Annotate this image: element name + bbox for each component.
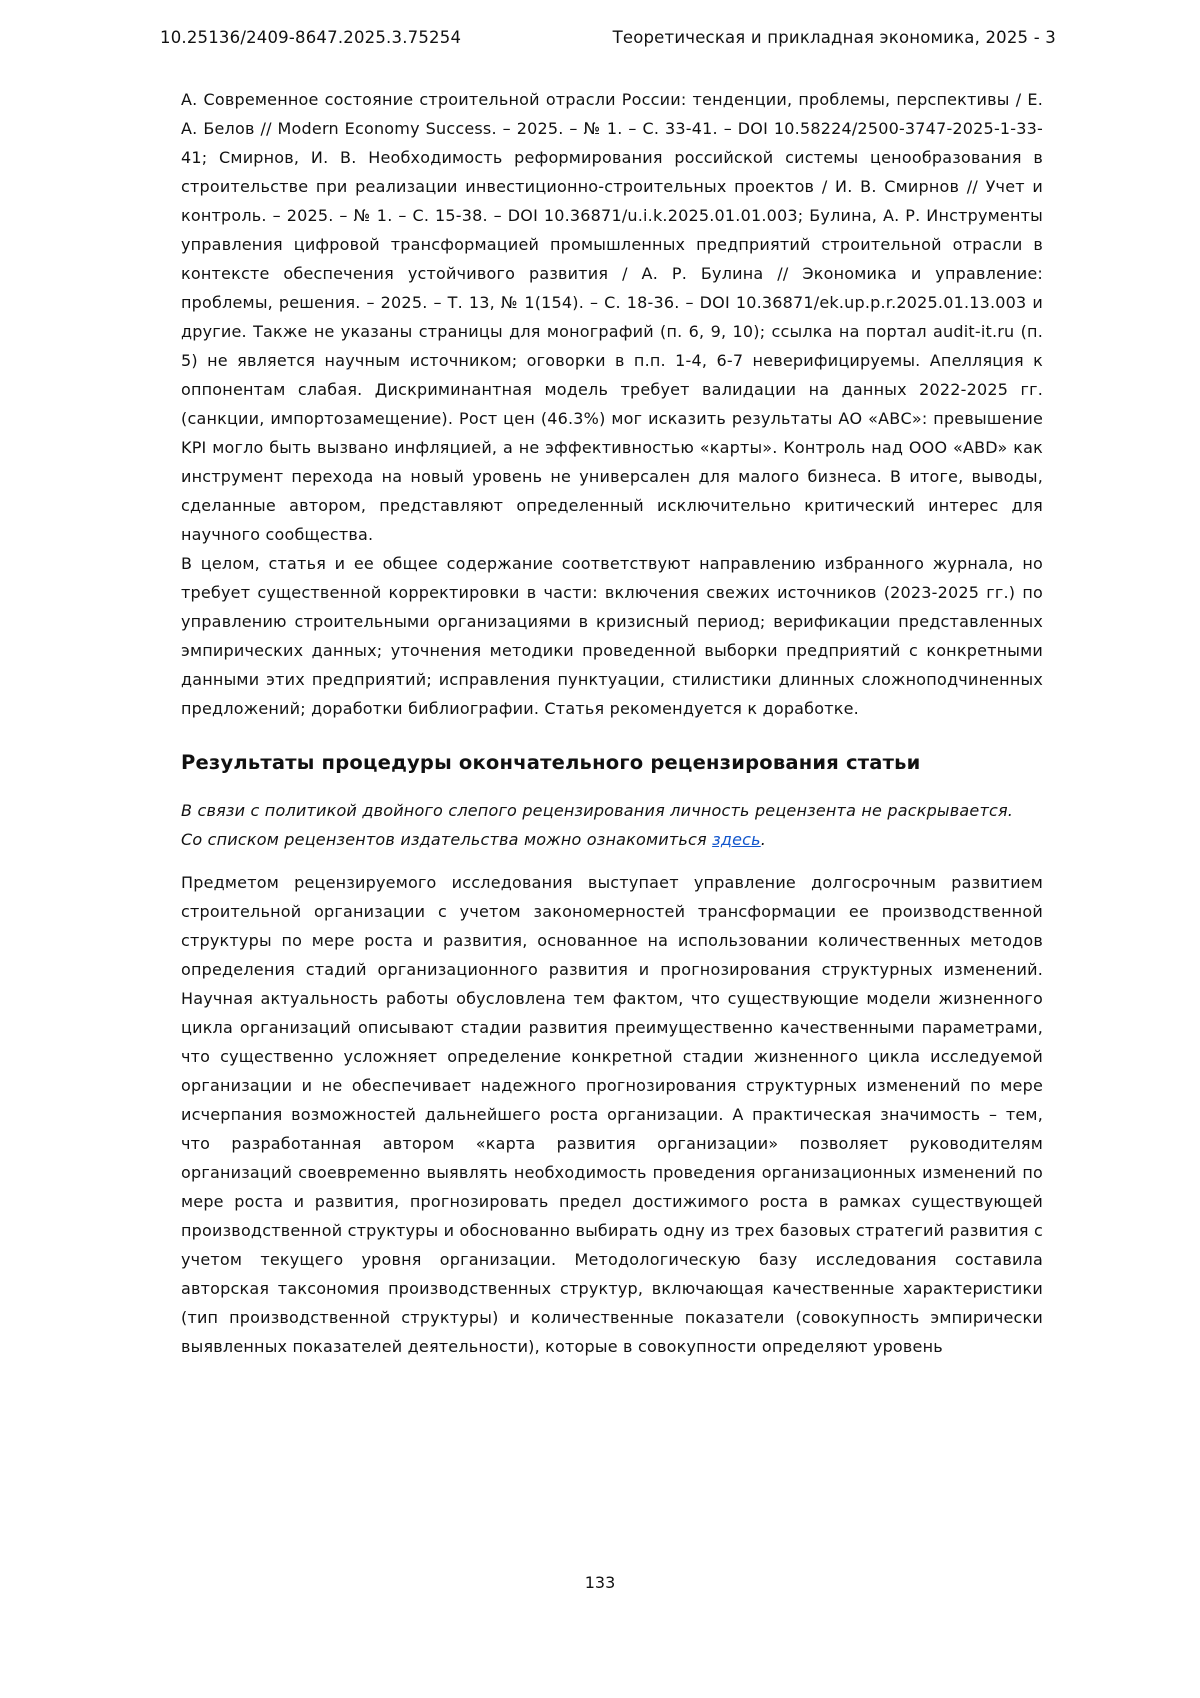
reviewers-list-link[interactable]: здесь <box>712 830 761 849</box>
doi-text: 10.25136/2409-8647.2025.3.75254 <box>160 28 462 47</box>
page-footer <box>0 1573 1200 1592</box>
section-heading-final-review: Результаты процедуры окончательного рецензирования статьи <box>181 751 921 774</box>
document-body <box>181 85 1043 1361</box>
paragraph-blind-review-note: В связи с политикой двойного слепого рецензирования личность рецензента не раскрывается. <box>181 801 1014 820</box>
paragraph-references-critique: А. Современное состояние строительной отрасли России: тенденции, проблемы, перспективы / Е. А. Белов // Modern Economy Success. – 2025. – № 1. – С. 33-41. – DOI 10.58224/2500-3747-2025-1-33-41; Смирнов, И. В. Необходимость реформирования российской системы ценообразования в строительстве при реализации инвестиционно-строительных проектов / И. В. Смирнов // Учет и контроль. – 2025. – № 1. – С. 15-38. – DOI 10.36871/u.i.k.2025.01.01.003; Булина, А. Р. Инструменты управления цифровой трансформацией промышленных предприятий строительной отрасли в контексте обеспечения устойчивого развития / А. Р. Булина // Экономика и управление: проблемы, решения. – 2025. – Т. 13, № 1(154). – С. 18-36. – DOI 10.36871/ek.up.p.r.2025.01.13.003 и другие. Также не указаны страницы для монографий (п. 6, 9, 10); ссылка на портал audit-it.ru (п. 5) не является научным источником; оговорки в п.п. 1-4, 6-7 неверифицируемы. Апелляция к оппонентам слабая. Дискриминантная модель требует валидации на данных 2022-2025 гг. (санкции, импортозамещение). Рост цен (46.3%) мог исказить результаты АО «АВС»: превышение KPI могло быть вызвано инфляцией, а не эффективностью «карты». Контроль над ООО «ABD» как инструмент перехода на новый уровень не универсален для малого бизнеса. В итоге, выводы, сделанные автором, представляют определенный исключительно критический интерес для научного сообщества. <box>181 90 1043 544</box>
paragraph-overall-conclusion: В целом, статья и ее общее содержание соответствуют направлению избранного журнала, но требует существенной корректировки в части: включения свежих источников (2023-2025 гг.) по управлению строительными организациями в кризисный период; верификации представленных эмпирических данных; уточнения методики проведенной выборки предприятий с конкретными данными этих предприятий; исправления пунктуации, стилистики длинных сложноподчиненных предложений; доработки библиографии. Статья рекомендуется к доработке. <box>181 554 1043 718</box>
page-number: 133 <box>584 1573 616 1592</box>
reviewers-note-period: . <box>760 830 767 849</box>
journal-issue-text: Теоретическая и прикладная экономика, 2025 - 3 <box>612 28 1056 47</box>
paragraph-reviewers-list-note <box>181 825 1043 854</box>
reviewers-note-text: Со списком рецензентов издательства можно ознакомиться <box>181 830 713 849</box>
page-header <box>0 0 1200 47</box>
paragraph-research-subject: Предметом рецензируемого исследования выступает управление долгосрочным развитием строительной организации с учетом закономерностей трансформации ее производственной структуры по мере роста и развития, основанное на использовании количественных методов определения стадий организационного развития и прогнозирования структурных изменений. Научная актуальность работы обусловлена тем фактом, что существующие модели жизненного цикла организаций описывают стадии развития преимущественно качественными параметрами, что существенно усложняет определение конкретной стадии жизненного цикла исследуемой организации и не обеспечивает надежного прогнозирования структурных изменений по мере исчерпания возможностей дальнейшего роста организации. А практическая значимость – тем, что разработанная автором «карта развития организации» позволяет руководителям организаций своевременно выявлять необходимость проведения организационных изменений по мере роста и развития, прогнозировать предел достижимого роста в рамках существующей производственной структуры и обоснованно выбирать одну из трех базовых стратегий развития с учетом текущего уровня организации. Методологическую базу исследования составила авторская таксономия производственных структур, включающая качественные характеристики (тип производственной структуры) и количественные показатели (совокупность эмпирически выявленных показателей деятельности), которые в совокупности определяют уровень <box>181 873 1043 1356</box>
